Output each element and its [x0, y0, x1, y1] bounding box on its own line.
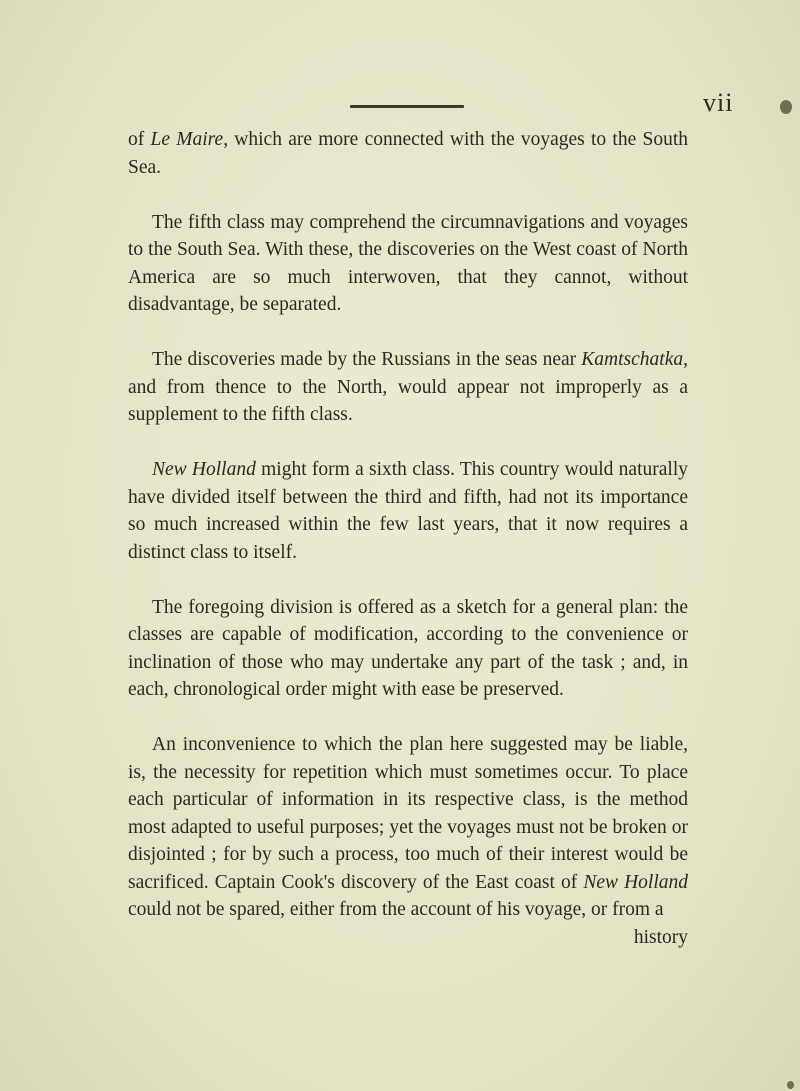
paragraph: The fifth class may comprehend the circumnavigations and voyages to the South Sea. With these, the discoveries on the West coast of North America are so much interwoven, that they cannot, without disadvantage, be separated.	[128, 211, 688, 315]
page-number: vii	[703, 88, 734, 117]
foxing-spot	[780, 100, 792, 114]
paragraph: The discoveries made by the Russians in the seas near Kamtschatka, and from thence to the North, would appear not improperly as a supplement to the fifth class.	[128, 349, 688, 425]
body-text	[128, 126, 688, 951]
catchword: history	[633, 926, 688, 948]
paragraph: The foregoing division is offered as a sketch for a general plan: the classes are capable of modification, according to the convenience or inclination of those who may undertake any part of the task ; and, in each, chronological order might with ease be preserved.	[128, 596, 688, 700]
paragraph: of Le Maire, which are more connected with the voyages to the South Sea.	[128, 129, 688, 178]
paragraph: New Holland might form a sixth class. This country would naturally have divided itself between the third and fifth, had not its importance so much increased within the few last years, that it now requires a distinct class to itself.	[128, 459, 688, 563]
paragraph: An inconvenience to which the plan here suggested may be liable, is, the necessity for repetition which must sometimes occur. To place each particular of information in its respective class, is the method most adapted to useful purposes; yet the voyages must not be broken or disjointed ; for by such a process, too much of their interest would be sacrificed. Captain Cook's discovery of the East coast of New Holland could not be spared, either from the account of his voyage, or from a	[128, 734, 688, 920]
foxing-spot	[787, 1081, 794, 1089]
header-rule	[350, 105, 464, 108]
